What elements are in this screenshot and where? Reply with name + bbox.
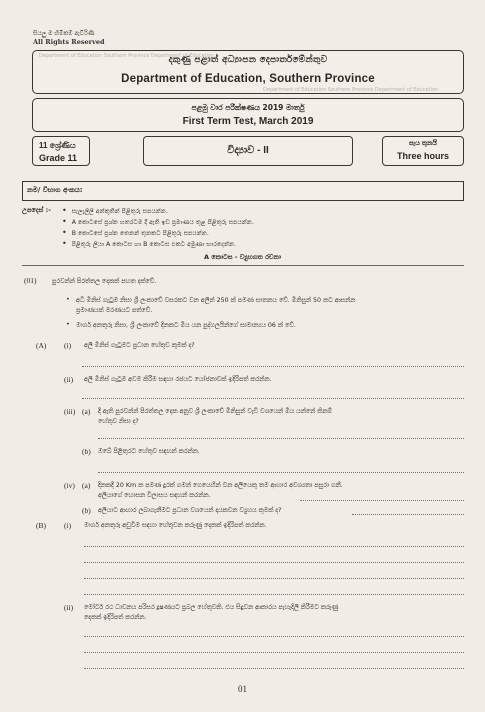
instruction-item: • B කොටසේ ප්‍රශ්න තෙනන් තුනකට පිළිතුරු සපයන්න. [62,228,209,238]
instruction-item: • A කොටසේ ප්‍රශ්න හතරටම දී ඇති ඉඩ ප්‍රමාණය තුළ පිළිතුරු සපයන්න. [62,217,254,227]
sub-question-label: (iii) [64,407,76,416]
sub-question-text: අලියාගේ හොසන විලාසය සඳහන් කරන්න. [98,492,211,499]
instruction-item: • සැලැලිලි අන්කුතින් පිළිතුරු සපයන්න. [62,206,168,216]
sub-question-label: (ii) [64,603,74,612]
header-watermark-top: Department of Education Southern Province Department of Education [39,53,215,59]
sub-question-text: ඔබේ පිළිතුරට හේතුව සඳහන් කරන්න. [98,448,200,455]
sub-part-label: (b) [82,506,91,515]
test-title-si: පළමු වාර පරීක්ෂණය 2019 මාර්තු [191,103,305,112]
sub-question-label: (i) [64,521,72,530]
copyright-en: All Rights Reserved [33,38,105,46]
answer-line[interactable] [300,500,464,501]
bullet-text: මාර්ග අනතුරු නිසා, ශ්‍රී ලංකාවේ දිනකට මිය යන පුද්ගලයින්ගේ සාමාන්‍යය 06 ක් වේ. [76,322,296,329]
answer-line[interactable] [82,366,464,367]
part-a-label: (A) [36,341,47,350]
answer-line[interactable] [352,514,464,515]
part-b-label: (B) [36,521,46,530]
sub-question-text: මාර්ග අනතුරු අඩුවීම සඳහා හේතුවන කරුණු දෙකක් ඉදිරිපත් කරන්න. [84,522,267,529]
bullet-marker: • [66,321,70,328]
time-box [382,136,464,166]
sub-question-text: දී ඇති පුරවන්න් පිරත්තල දෙක අනුව ශ්‍රී ලංකාවේ මිනිසුන් වැඩි වශයෙන් මිය යන්නේ කිනම් [98,408,332,415]
answer-line[interactable] [82,398,464,399]
department-title-en: Department of Education, Southern Province [121,73,375,85]
section-divider [22,265,464,266]
answer-line[interactable] [84,636,464,637]
test-title-en: First Term Test, March 2019 [182,116,314,127]
sub-question-text: මෝටර් රථ ධාවනය පරිසර දූෂණයට ප්‍රබල හේතුවකි. එය සිදුවන ආකාරය පැහැදිලි කිරීමට කරුණු [84,604,339,611]
time-si: පැය තුනයි [409,140,437,147]
instruction-item: • පිළිතුරු ලියා A කොටස හා B කොටස එකට අමුණා භාරදෙන්න. [62,239,236,249]
answer-line[interactable] [84,578,464,579]
time-en: Three hours [396,151,449,161]
sub-question-label: (ii) [64,375,74,384]
sub-question-text: අලි මිනිස් ගැටුමට ප්‍රධාන හේතුව කුමක් ද? [84,342,195,349]
grade-si: 11 ශ්‍රේණිය [39,141,76,150]
grade-box [32,136,90,166]
grade-en: Grade 11 [39,153,78,163]
subject-title: විද්‍යාව - II [227,145,269,156]
copyright-notice [33,30,105,46]
answer-line[interactable] [84,546,464,547]
sub-question-text: අලි මිනිස් ගැටුම අවම කිරීම සඳහා රජයට යෝජනාවක් ඉදිරිපත් කරන්න. [84,376,272,383]
question-number: (01) [24,276,37,285]
name-index-label: නම/ විභාග අංකය: [27,186,83,194]
bullet-marker: • [66,296,70,303]
sub-question-text: හේතුව නිසා ද? [98,418,139,425]
department-header [32,50,464,94]
part-a-heading: A කොටස - ව්‍යුහගත රචනා [204,253,281,261]
answer-line[interactable] [84,594,464,595]
test-header [32,98,464,132]
answer-line[interactable] [84,652,464,653]
sub-question-label: (iv) [64,481,75,490]
sub-question-text: දෙකක් ඉදිරිපත් කරන්න. [84,614,147,621]
answer-line[interactable] [84,562,464,563]
copyright-si: සියලු ම හිමිකම් ඇවිරිණි [33,30,95,37]
sub-part-label: (a) [82,481,91,490]
page-number: 01 [238,684,247,694]
sub-question-text: දිනකදී 20 Km ක පමණ දුරක් ගමන් ගෙයෙහීන් වන අලියෙකු තම ආහාර අවශ්‍යතා පසුරා ගනී. [98,482,343,489]
name-index-field[interactable] [22,181,464,201]
sub-part-label: (a) [82,407,91,416]
answer-line[interactable] [84,668,464,669]
sub-question-label: (i) [64,341,72,350]
answer-line[interactable] [98,438,464,439]
department-title-si: දකුණු පළාත් අධ්‍යාපන දෙපාර්තමේන්තුව [168,55,328,65]
header-watermark-bottom: Department of Education Southern Province Department of Education [263,87,439,93]
bullet-text: ප්‍රමාණයක් මරණයට පත්වේ. [76,307,153,314]
instructions-label: උපදෙස් :- [22,206,51,214]
question-intro: පුරවන්න් පිරත්තල දෙකක් පහත දක්වේ. [52,278,157,285]
answer-line[interactable] [98,472,464,473]
subject-box [143,136,353,166]
sub-question-text: අලියාට ආහාර ලබාගැනීමට ප්‍රධාන වශයෙන් දායකවන ව්‍යුහය කුමක් ද? [98,507,282,514]
bullet-text: අධි මිනිස් ගැටුම නිසා ශ්‍රී ලංකාවේ වසරකට වන අලින් 250 ක් පමණ සාතනය වේ. මිනිසුන් 50 කට ආසන්න [76,297,356,304]
sub-part-label: (b) [82,447,91,456]
